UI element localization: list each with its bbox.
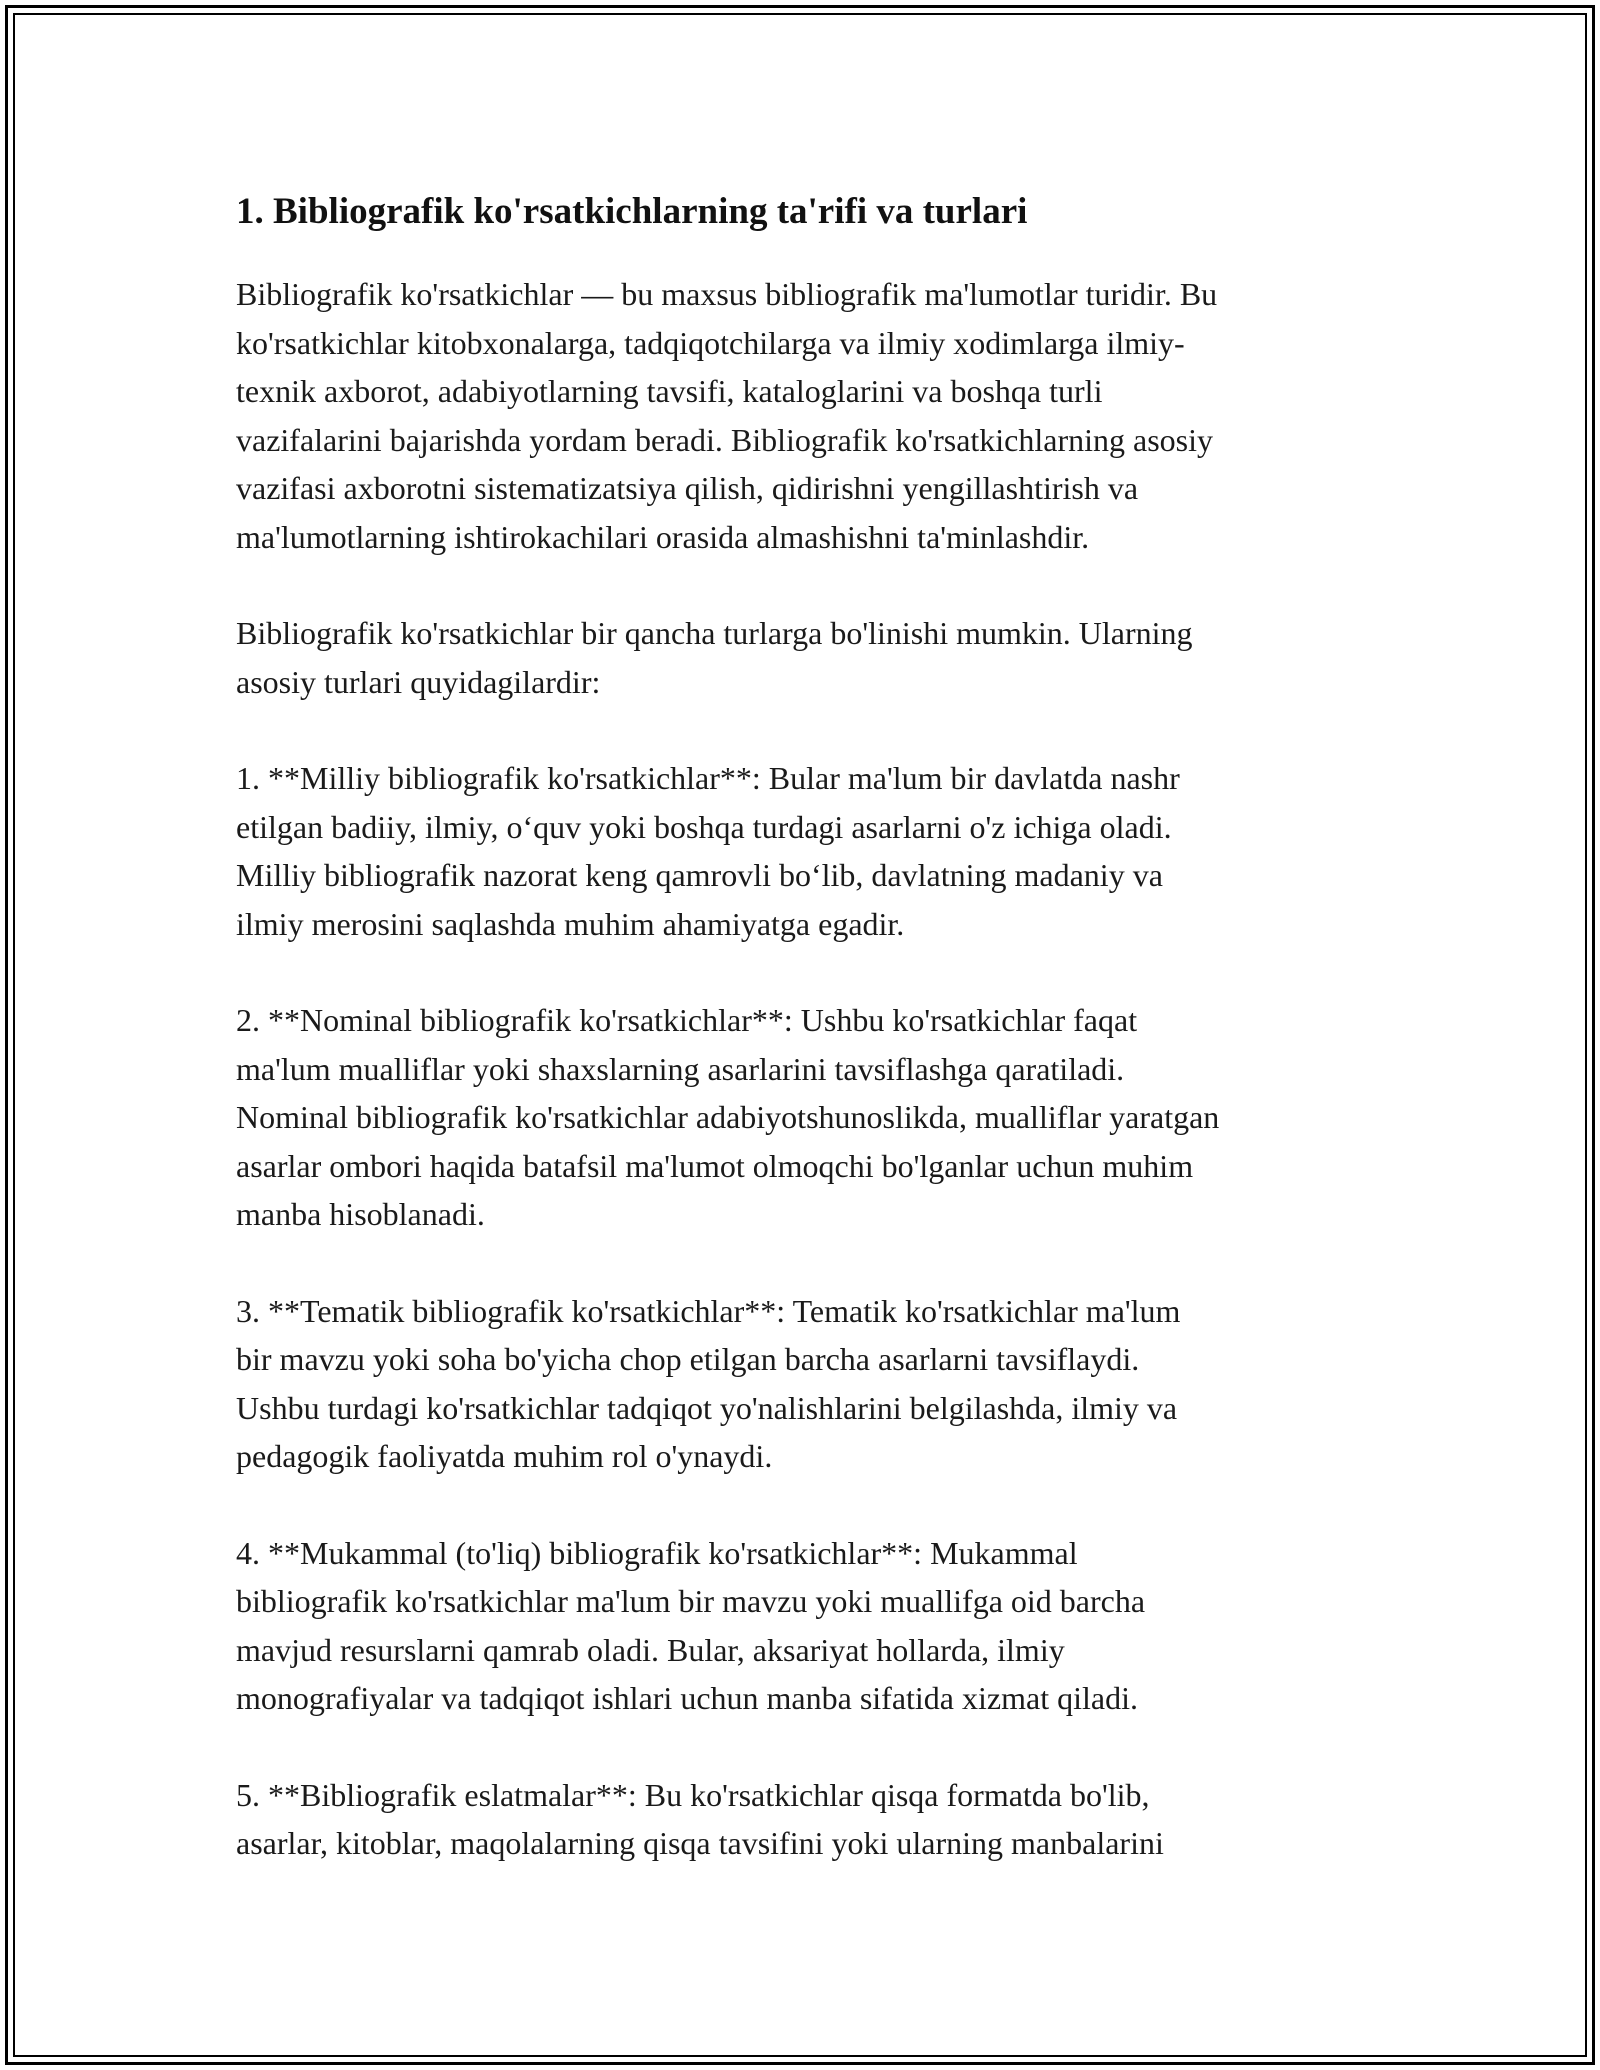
section-heading: 1. Bibliografik ko'rsatkichlarning ta'rifi va turlari [236, 191, 1028, 232]
list-item-thematic: 3. **Tematik bibliografik ko'rsatkichlar**: Tematik ko'rsatkichlar ma'lum bir mavzu yoki soha bo'yicha chop etilgan barcha asarlarni tavsiflaydi. Ushbu turdagi ko'rsatkichlar tadqiqot yo'nalishlarini belgilashda, ilmiy va pedagogik faoliyatda muhim rol o'ynaydi. [236, 1292, 1181, 1474]
paragraph-definition: Bibliografik ko'rsatkichlar — bu maxsus bibliografik ma'lumotlar turidir. Bu ko'rsatkichlar kitobxonalarga, tadqiqotchilarga va ilmiy xodimlarga ilmiy- texnik axborot, adabiyotlarning tavsifi, kataloglarini va boshqa turli vazifalarini bajarishda yordam beradi. Bibliografik ko'rsatkichlarning asosiy vazifasi axborotni sistematizatsiya qilish, qidirishni yengillashtirish va ma'lumotlarning ishtirokachilari orasida almashishni ta'minlashdir. [236, 276, 1218, 555]
document-body [236, 188, 1376, 1916]
list-item-complete: 4. **Mukammal (to'liq) bibliografik ko'rsatkichlar**: Mukammal bibliografik ko'rsatkichlar ma'lum bir mavzu yoki muallifga oid barcha mavjud resurslarni qamrab oladi. Bular, aksariyat hollarda, ilmiy monografiyalar va tadqiqot ishlari uchun manba sifatida xizmat qiladi. [236, 1534, 1146, 1716]
paragraph-types-intro: Bibliografik ko'rsatkichlar bir qancha turlarga bo'linishi mumkin. Ularning asosiy turlari quyidagilardir: [236, 615, 1193, 700]
list-item-national: 1. **Milliy bibliografik ko'rsatkichlar**: Bular ma'lum bir davlatda nashr etilgan badiiy, ilmiy, o‘quv yoki boshqa turdagi asarlarni o'z ichiga oladi. Milliy bibliografik nazorat keng qamrovli bo‘lib, davlatning madaniy va ilmiy merosini saqlashda muhim ahamiyatga egadir. [236, 760, 1180, 942]
list-item-nominal: 2. **Nominal bibliografik ko'rsatkichlar**: Ushbu ko'rsatkichlar faqat ma'lum mualliflar yoki shaxslarning asarlarini tavsiflashga qaratiladi. Nominal bibliografik ko'rsatkichlar adabiyotshunoslikda, mualliflar yaratgan asarlar ombori haqida batafsil ma'lumot olmoqchi bo'lganlar uchun muhim manba hisoblanadi. [236, 1002, 1220, 1232]
list-item-notes: 5. **Bibliografik eslatmalar**: Bu ko'rsatkichlar qisqa formatda bo'lib, asarlar, kitoblar, maqolalarning qisqa tavsifini yoki ularning manbalarini [236, 1776, 1164, 1861]
